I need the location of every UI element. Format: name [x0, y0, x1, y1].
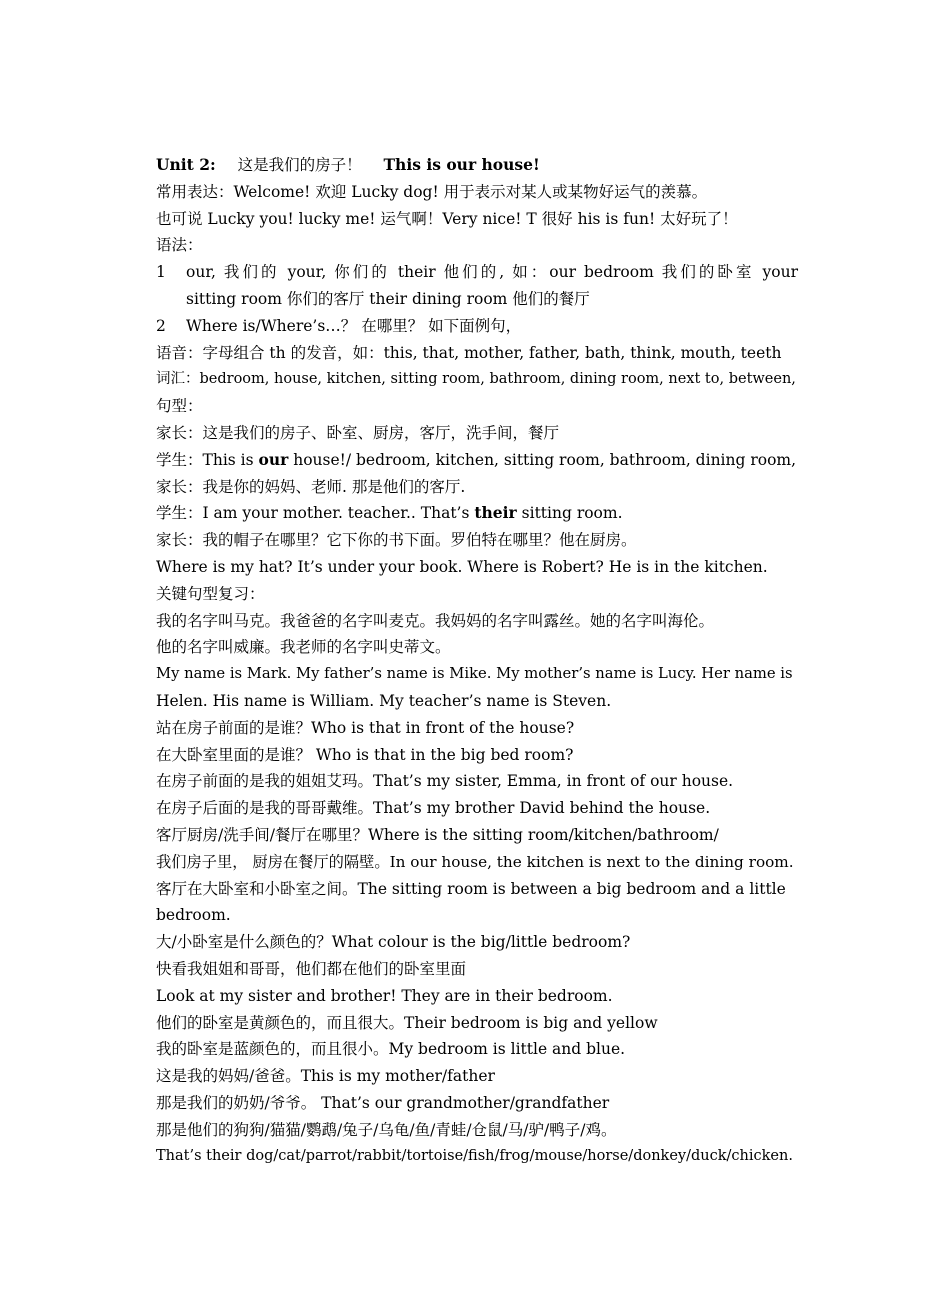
pattern-line-bedroom: 在大卧室里面的是谁？ Who is that in the big bed room?: [156, 745, 574, 764]
parent-line-1: 家长：这是我们的房子、卧室、厨房，客厅，洗手间，餐厅: [156, 423, 560, 442]
student-line-2-bold: their: [474, 503, 517, 523]
names-cn-line-1: 我的名字叫马克。我爸爸的名字叫麦克。我妈妈的名字叫露丝。她的名字叫海伦。: [156, 611, 715, 630]
names-en-line-1: My name is Mark. My father’s name is Mike. My mother’s name is Lucy. Her name is: [156, 665, 793, 683]
vocabulary-line: 词汇：bedroom, house, kitchen, sitting room, bathroom, dining room, next to, between,: [156, 371, 796, 388]
pattern-line-grandparents: 那是我们的奶奶/爷爷。 That’s our grandmother/grandfather: [156, 1093, 610, 1112]
pattern-line-sitting-room-cont: bedroom.: [156, 906, 231, 925]
names-en-line-2: Helen. His name is William. My teacher’s name is Steven.: [156, 691, 612, 710]
pattern-line-sister: 在房子前面的是我的姐姐艾玛。That’s my sister, Emma, in front of our house.: [156, 772, 734, 791]
unit-label: Unit 2:: [156, 155, 216, 174]
grammar-item-1-continued: sitting room 你们的客厅 their dining room 他们的餐厅: [186, 289, 590, 308]
pattern-line-sitting-room: 客厅在大卧室和小卧室之间。The sitting room is between a big bedroom and a little: [156, 879, 786, 898]
pattern-line-pets-en: That’s their dog/cat/parrot/rabbit/tortoise/fish/frog/mouse/horse/donkey/duck/chicken.: [156, 1148, 793, 1165]
pattern-line-front: 站在房子前面的是谁？Who is that in front of the house?: [156, 718, 575, 737]
pattern-line-kitchen: 我们房子里， 厨房在餐厅的隔壁。In our house, the kitchen is next to the dining room.: [156, 852, 794, 871]
grammar-item-2-text: Where is/Where’s…？ 在哪里？ 如下面例句，: [186, 316, 522, 335]
parent-line-3: 家长：我的帽子在哪里？它下你的书下面。罗伯特在哪里？他在厨房。: [156, 531, 637, 550]
grammar-item-1: [156, 259, 798, 286]
grammar-item-1-number: 1: [156, 263, 166, 282]
grammar-heading: 语法：: [156, 236, 203, 255]
grammar-item-2-number: 2: [156, 316, 166, 335]
pattern-line-where-room: 客厅厨房/洗手间/餐厅在哪里？Where is the sitting room/kitchen/bathroom/: [156, 825, 719, 844]
student-line-2-pre: 学生：I am your mother. teacher.. That’s: [156, 504, 475, 523]
pattern-line-look-cn: 快看我姐姐和哥哥，他们都在他们的卧室里面: [156, 959, 467, 978]
sentence-patterns-heading: 句型：: [156, 397, 203, 416]
expressions-line-1: 常用表达：Welcome! 欢迎 Lucky dog! 用于表示对某人或某物好运气的羡慕。: [156, 182, 708, 201]
key-patterns-heading: 关键句型复习：: [156, 584, 265, 603]
english-line-hat: Where is my hat? It’s under your book. Where is Robert? He is in the kitchen.: [156, 557, 768, 576]
grammar-item-1-text: our, 我们的 your, 你们的 their 他们的, 如：our bedroom 我们的卧室 your: [186, 263, 798, 282]
pattern-line-brother: 在房子后面的是我的哥哥戴维。That’s my brother David behind the house.: [156, 799, 711, 818]
student-line-1-bold: our: [258, 449, 289, 469]
student-line-2: [156, 500, 798, 527]
parent-line-2: 家长：我是你的妈妈、老师. 那是他们的客厅.: [156, 477, 466, 496]
unit-title-cn: 这是我们的房子！: [237, 156, 362, 174]
student-line-1-post: house!/ bedroom, kitchen, sitting room, bathroom, dining room,: [288, 450, 797, 469]
pattern-line-pets-cn: 那是他们的狗狗/猫猫/鹦鹉/兔子/乌龟/鱼/青蛙/仓鼠/马/驴/鸭子/鸡。: [156, 1120, 617, 1139]
student-line-2-post: sitting room.: [516, 504, 623, 523]
student-line-1-pre: 学生：This is: [156, 450, 259, 469]
unit-title: [156, 152, 798, 179]
pattern-line-their-bedroom: 他们的卧室是黄颜色的，而且很大。Their bedroom is big and yellow: [156, 1013, 658, 1032]
pattern-line-my-bedroom: 我的卧室是蓝颜色的，而且很小。My bedroom is little and blue.: [156, 1040, 626, 1059]
grammar-item-2: [156, 313, 798, 340]
names-cn-line-2: 他的名字叫威廉。我老师的名字叫史蒂文。: [156, 638, 451, 657]
pattern-line-mother-father: 这是我的妈妈/爸爸。This is my mother/father: [156, 1067, 495, 1086]
phonics-line: 语音：字母组合 th 的发音，如：this, that, mother, father, bath, think, mouth, teeth: [156, 343, 782, 362]
document-body: [156, 152, 798, 1170]
pattern-line-colour: 大/小卧室是什么颜色的？What colour is the big/little bedroom?: [156, 933, 631, 952]
unit-title-en: This is our house!: [383, 155, 540, 174]
student-line-1: [156, 447, 798, 474]
expressions-line-2: 也可说 Lucky you! lucky me! 运气啊！Very nice! T 很好 his is fun! 太好玩了！: [156, 209, 738, 228]
pattern-line-look-en: Look at my sister and brother! They are in their bedroom.: [156, 986, 613, 1005]
